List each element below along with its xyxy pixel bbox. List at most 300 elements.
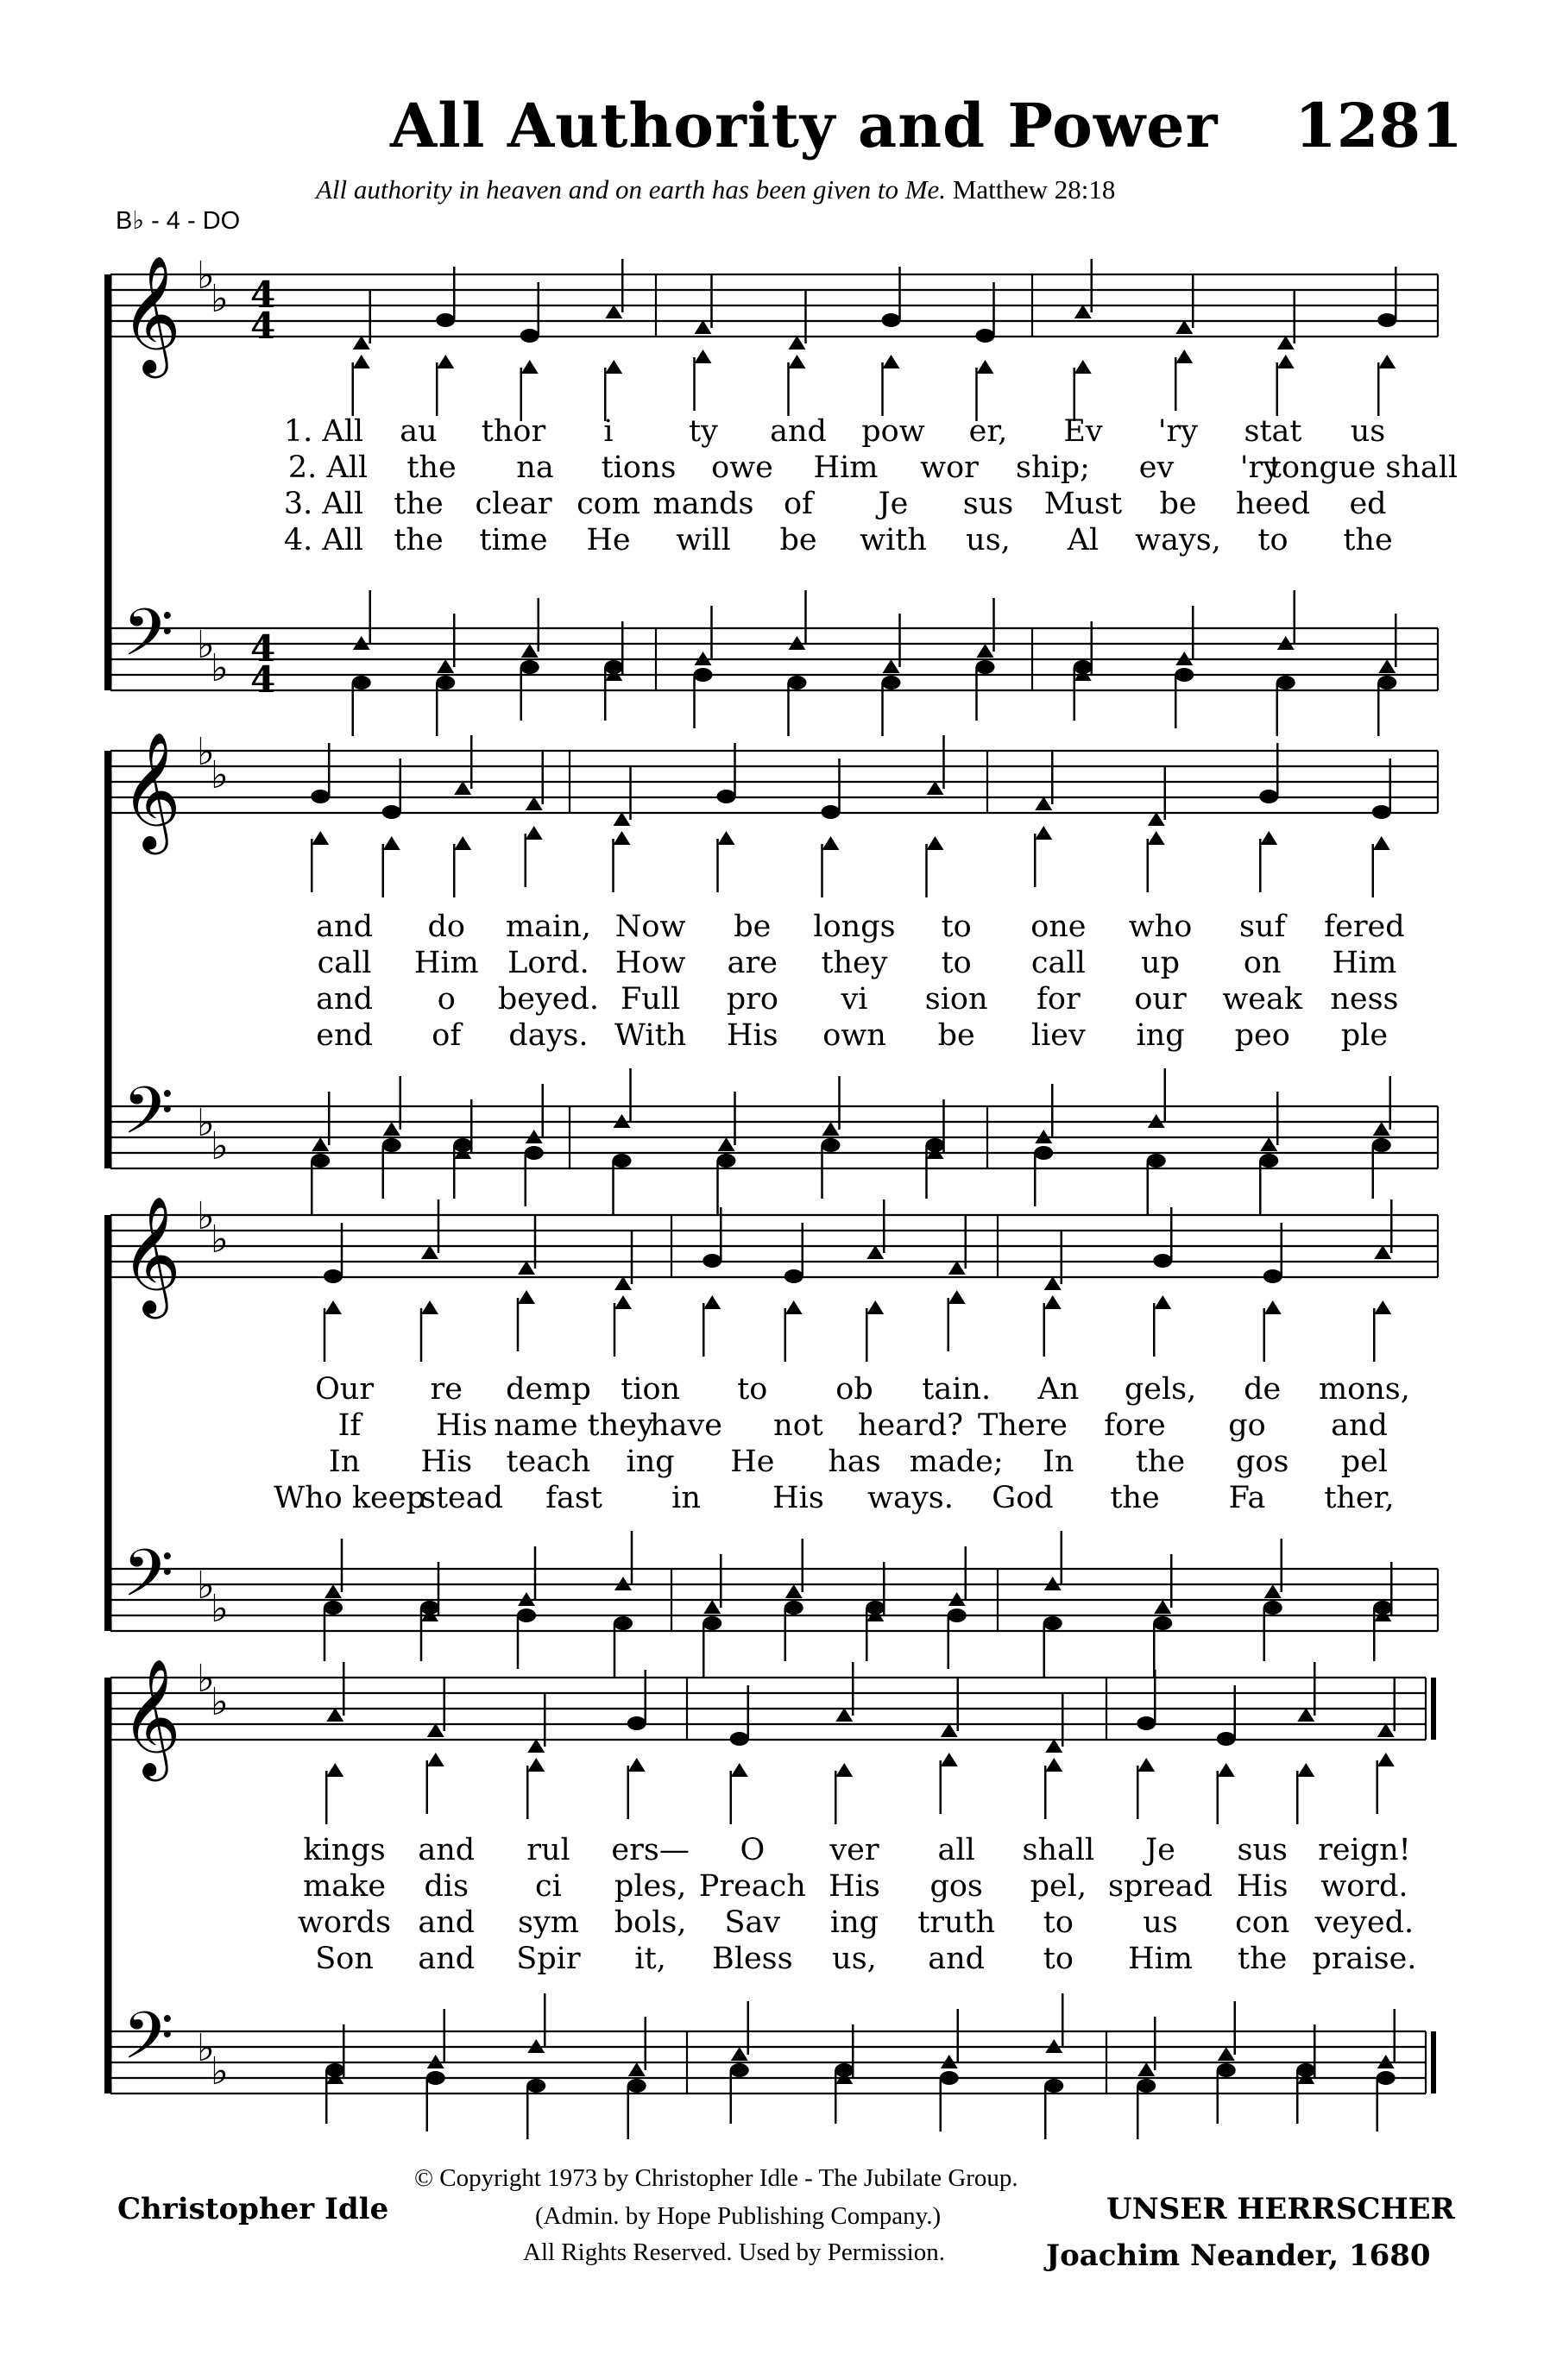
note-head	[1154, 1295, 1171, 1309]
system-brace	[104, 1678, 110, 2094]
note-head	[383, 836, 400, 850]
note-head	[940, 2071, 959, 2085]
lyric-syllable: In	[328, 1445, 361, 1479]
lyric-syllable: veyed.	[1314, 1905, 1415, 1940]
note-head	[717, 1154, 736, 1168]
note-head	[927, 781, 944, 795]
lyric-syllable: gels,	[1124, 1372, 1197, 1407]
note-head	[427, 1753, 444, 1766]
note-head	[1044, 2079, 1063, 2093]
lyric-syllable: ship;	[1016, 450, 1090, 485]
treble-clef-icon: 𝄞	[121, 730, 181, 849]
lyric-syllable: are	[727, 946, 778, 980]
lyric-syllable: ing	[1136, 1018, 1185, 1053]
note-head	[311, 1154, 330, 1168]
note-head	[1373, 1122, 1390, 1136]
lyric-syllable: to	[941, 910, 972, 944]
note-head	[1297, 1708, 1314, 1722]
lyric-syllable: Ev	[1063, 414, 1103, 449]
lyric-syllable: sion	[924, 982, 988, 1017]
lyric-syllable: mands	[652, 487, 754, 521]
bass-clef-icon: 𝄢	[123, 595, 174, 687]
lyric-syllable: 1. All	[283, 414, 364, 449]
flat-icon: ♭	[197, 1194, 215, 1238]
lyric-syllable: be	[1159, 487, 1197, 521]
note-head	[1218, 1763, 1235, 1777]
note-head	[717, 790, 736, 803]
bass-clef-icon: 𝄢	[123, 1998, 174, 2090]
note-head	[605, 360, 622, 374]
flat-icon: ♭	[197, 1657, 215, 1701]
note-head	[1260, 1137, 1277, 1151]
lyric-syllable: call	[1030, 946, 1086, 980]
lyric-syllable: to	[737, 1372, 768, 1407]
lyric-syllable: o	[437, 982, 456, 1017]
lyric-syllable: the	[1135, 1445, 1186, 1479]
note-head	[1035, 826, 1052, 840]
note-head	[1217, 1732, 1236, 1746]
lyric-syllable: on	[1243, 946, 1282, 980]
note-head	[1137, 1716, 1156, 1730]
note-head	[731, 2047, 748, 2061]
note-head	[1372, 1138, 1391, 1152]
copyright-line-3: All Rights Reserved. Used by Permission.	[523, 2238, 945, 2266]
lyric-syllable: Sav	[724, 1905, 781, 1940]
system-brace	[104, 274, 110, 690]
note-head	[1296, 2063, 1315, 2077]
note-head	[882, 313, 901, 327]
note-head	[1264, 1584, 1282, 1598]
lyric-syllable: His	[829, 1869, 880, 1904]
lyric-syllable: word.	[1320, 1869, 1408, 1904]
lyric-syllable: ty	[689, 414, 718, 449]
lyric-syllable: He	[730, 1445, 775, 1479]
lyric-syllable: of	[432, 1018, 462, 1053]
lyric-syllable: for	[1036, 982, 1081, 1017]
note-head	[628, 1758, 646, 1772]
note-head	[454, 781, 471, 795]
note-head	[1276, 676, 1295, 689]
lyric-syllable: de	[1244, 1372, 1282, 1407]
note-head	[614, 1616, 633, 1630]
lyric-syllable: words	[298, 1905, 392, 1940]
note-head	[1259, 790, 1278, 803]
note-head	[1377, 1753, 1395, 1766]
note-head	[1377, 676, 1396, 689]
note-head	[730, 2063, 749, 2077]
note-head	[1373, 1601, 1392, 1615]
lyric-syllable: Now	[614, 910, 686, 944]
time-signature: 4	[250, 274, 276, 316]
flat-icon: ♭	[197, 1564, 215, 1608]
note-head	[1153, 1616, 1172, 1630]
note-head	[822, 805, 841, 819]
lyric-syllable: and	[316, 982, 373, 1017]
lyric-syllable: have	[650, 1408, 722, 1443]
note-head	[1175, 320, 1193, 334]
hymn-number: 1281	[1295, 90, 1463, 161]
lyric-syllable: has	[828, 1445, 881, 1479]
lyric-syllable: bols,	[614, 1905, 687, 1940]
note-head	[420, 1601, 439, 1615]
treble-clef-icon: 𝄞	[121, 254, 181, 373]
lyric-syllable: be	[779, 523, 817, 557]
note-head	[835, 1763, 853, 1777]
lyric-syllable: Our	[315, 1372, 375, 1407]
lyric-syllable: us,	[832, 1942, 877, 1976]
note-head	[1043, 1616, 1062, 1630]
lyric-syllable: it,	[634, 1942, 666, 1976]
note-head	[941, 1753, 958, 1766]
note-head	[1034, 1146, 1053, 1160]
lyric-syllable: Preach	[698, 1869, 806, 1904]
note-head	[941, 1723, 958, 1737]
note-head	[325, 2063, 344, 2077]
flat-icon: ♭	[211, 753, 229, 797]
lyric-syllable: made;	[909, 1445, 1004, 1479]
lyric-syllable: make	[303, 1869, 387, 1904]
bass-clef-icon: 𝄢	[123, 1535, 174, 1628]
time-signature: 4	[250, 305, 276, 347]
lyric-syllable: teach	[506, 1445, 591, 1479]
lyric-syllable: Lord.	[507, 946, 589, 980]
lyric-syllable: pow	[861, 414, 925, 449]
lyric-syllable: kings	[303, 1833, 386, 1867]
lyric-syllable: to	[1043, 1905, 1074, 1940]
note-head	[695, 320, 712, 334]
lyric-syllable: peo	[1234, 1018, 1290, 1053]
lyric-syllable: tion	[621, 1372, 681, 1407]
note-head	[421, 1245, 438, 1259]
lyric-syllable: How	[614, 946, 686, 980]
note-head	[1147, 1154, 1166, 1168]
lyric-syllable: ness	[1330, 982, 1399, 1017]
note-head	[526, 2079, 545, 2093]
lyric-syllable: ing	[829, 1905, 879, 1940]
lyric-syllable: His	[420, 1445, 473, 1479]
note-head	[324, 1601, 343, 1615]
lyric-syllable: heed	[1235, 487, 1311, 521]
lyric-syllable: owe	[711, 450, 773, 485]
lyric-syllable: Fa	[1228, 1481, 1266, 1515]
note-head	[926, 1138, 945, 1152]
note-head	[1297, 1763, 1314, 1777]
note-head	[436, 676, 455, 689]
lyric-syllable: tain.	[922, 1372, 992, 1407]
lyric-syllable: There	[977, 1408, 1068, 1443]
note-head	[1137, 1758, 1155, 1772]
lyric-syllable: stead	[419, 1481, 504, 1515]
lyric-syllable: and	[928, 1942, 986, 1976]
lyric-syllable: au	[400, 414, 438, 449]
lyric-syllable: dis	[424, 1869, 469, 1904]
lyric-syllable: of	[783, 487, 814, 521]
lyric-syllable: ob	[835, 1372, 873, 1407]
note-head	[788, 676, 807, 689]
lyric-syllable: to	[1043, 1942, 1074, 1976]
lyric-syllable: tongue shall	[1269, 450, 1459, 485]
note-head	[1035, 796, 1052, 810]
lyric-syllable: suf	[1238, 910, 1286, 944]
note-head	[427, 1723, 444, 1737]
note-head	[324, 1300, 342, 1314]
lyric-syllable: sus	[962, 487, 1014, 521]
lyric-syllable: Him	[413, 946, 479, 980]
lyric-syllable: longs	[813, 910, 896, 944]
lyric-syllable: ci	[535, 1869, 562, 1904]
note-head	[1264, 1300, 1282, 1314]
note-head	[604, 660, 623, 674]
lyric-syllable: Him	[1128, 1942, 1193, 1976]
lyric-syllable: who	[1128, 910, 1193, 944]
lyric-syllable: Son	[315, 1942, 374, 1976]
system-brace	[104, 1215, 110, 1631]
lyric-syllable: to	[941, 946, 972, 980]
copyright-line-1: © Copyright 1973 by Christopher Idle - The Jubilate Group.	[414, 2164, 1018, 2192]
lyric-syllable: praise.	[1312, 1942, 1417, 1976]
tune-name: UNSER HERRSCHER	[1106, 2192, 1455, 2226]
note-head	[454, 836, 471, 850]
note-head	[1045, 1739, 1062, 1753]
lyric-syllable: clear	[475, 487, 552, 521]
note-head	[822, 1122, 840, 1136]
lyric-syllable: tions	[601, 450, 677, 485]
note-head	[703, 1616, 721, 1630]
note-head	[326, 1763, 343, 1777]
lyric-syllable: go	[1228, 1408, 1266, 1443]
lyric-syllable: and	[418, 1905, 476, 1940]
note-head	[518, 1290, 535, 1304]
flat-icon: ♭	[211, 1587, 229, 1631]
lyric-syllable: 3. All	[283, 487, 364, 521]
lyric-syllable: will	[676, 523, 731, 557]
lyric-syllable: be	[734, 910, 772, 944]
time-signature: 4	[250, 627, 276, 670]
note-head	[1378, 659, 1396, 673]
note-head	[627, 1716, 646, 1730]
note-head	[437, 659, 454, 673]
lyric-syllable: sus	[1237, 1833, 1288, 1867]
note-head	[977, 644, 994, 658]
lyric-syllable: Full	[621, 982, 681, 1017]
note-head	[527, 1758, 545, 1772]
lyric-syllable: the	[1238, 1942, 1288, 1976]
note-head	[976, 329, 995, 343]
lyric-syllable: con	[1235, 1905, 1290, 1940]
lyric-syllable: His	[436, 1408, 488, 1443]
note-head	[614, 1276, 632, 1290]
note-head	[976, 660, 995, 674]
time-signature: 4	[250, 658, 276, 701]
lyric-syllable: reign!	[1318, 1833, 1411, 1867]
lyric-syllable: gos	[929, 1869, 983, 1904]
lyric-syllable: Spir	[516, 1942, 581, 1976]
note-head	[1148, 812, 1165, 826]
note-head	[789, 336, 806, 349]
lyric-syllable: Who keep	[274, 1481, 425, 1515]
final-barline	[1431, 1678, 1436, 1740]
note-head	[437, 355, 454, 368]
lyric-syllable: and	[1331, 1408, 1388, 1443]
note-head	[520, 329, 539, 343]
lyric-syllable: With	[614, 1018, 687, 1053]
note-head	[527, 1739, 545, 1753]
lyric-syllable: ers—	[611, 1833, 690, 1867]
flat-icon: ♭	[211, 1218, 229, 1262]
note-head	[311, 790, 330, 803]
lyric-syllable: na	[516, 450, 554, 485]
note-head	[948, 1290, 966, 1304]
note-head	[1374, 1245, 1391, 1259]
note-head	[1137, 2062, 1155, 2076]
lyric-syllable: heard?	[857, 1408, 964, 1443]
lyric-syllable: the	[394, 523, 444, 557]
lyric-syllable: ways.	[867, 1481, 954, 1515]
scripture-reference: Matthew 28:18	[952, 174, 1116, 205]
note-head	[324, 1584, 342, 1598]
note-head	[822, 836, 840, 850]
lyric-syllable: us,	[966, 523, 1011, 557]
flat-icon: ♭	[211, 1680, 229, 1724]
flat-icon: ♭	[197, 254, 215, 298]
lyric-syllable: ed	[1349, 487, 1387, 521]
lyric-syllable: do	[427, 910, 466, 944]
note-head	[822, 1138, 841, 1152]
lyric-syllable: Je	[1145, 1833, 1175, 1867]
note-head	[1154, 1600, 1171, 1614]
lyric-syllable: 'ry	[1239, 450, 1281, 485]
lyric-syllable: God	[992, 1481, 1054, 1515]
note-head	[627, 2079, 646, 2093]
note-head	[520, 660, 539, 674]
note-head	[518, 1261, 535, 1275]
lyric-syllable: ple	[1340, 1018, 1389, 1053]
lyric-syllable: name they	[494, 1408, 654, 1443]
lyric-syllable: in	[671, 1481, 701, 1515]
lyric-syllable: vi	[841, 982, 868, 1017]
lyric-syllable: mons,	[1318, 1372, 1410, 1407]
flat-icon: ♭	[211, 2049, 229, 2094]
note-head	[835, 1708, 853, 1722]
lyric-syllable: us	[1143, 1905, 1178, 1940]
lyric-syllable: 'ry	[1157, 414, 1199, 449]
note-head	[1277, 336, 1295, 349]
lyric-syllable: days.	[508, 1018, 589, 1053]
note-head	[453, 1138, 472, 1152]
note-head	[614, 812, 631, 826]
lyric-syllable: Al	[1067, 523, 1099, 557]
note-head	[1259, 1154, 1278, 1168]
lyric-syllable: shall	[1022, 1833, 1095, 1867]
note-head	[789, 355, 806, 368]
lyric-syllable: wor	[920, 450, 979, 485]
flat-icon: ♭	[197, 623, 215, 667]
note-head	[882, 676, 901, 689]
note-head	[383, 1122, 400, 1136]
note-head	[1044, 1276, 1062, 1290]
lyric-syllable: rul	[526, 1833, 570, 1867]
lyric-syllable: the	[394, 487, 444, 521]
note-head	[1377, 1723, 1395, 1737]
flat-icon: ♭	[197, 2026, 215, 2070]
note-head	[1153, 1254, 1172, 1268]
note-head	[1263, 1601, 1282, 1615]
final-barline	[1431, 2031, 1436, 2094]
note-head	[718, 1137, 735, 1151]
note-head	[1378, 355, 1396, 368]
lyric-syllable: He	[586, 523, 631, 557]
lyric-syllable: spread	[1107, 1869, 1213, 1904]
lyric-syllable: gos	[1235, 1445, 1289, 1479]
note-head	[1277, 355, 1295, 368]
note-head	[628, 2062, 646, 2076]
lyric-syllable: and	[770, 414, 827, 449]
lyric-syllable: and	[316, 910, 373, 944]
lyric-syllable: they	[821, 946, 888, 980]
note-head	[948, 1609, 967, 1622]
lyric-syllable: all	[937, 1833, 975, 1867]
lyric-syllable: one	[1030, 910, 1087, 944]
note-head	[977, 360, 994, 374]
note-head	[694, 668, 713, 682]
flat-icon: ♭	[211, 1124, 229, 1168]
note-head	[1175, 349, 1193, 363]
note-head	[730, 1732, 749, 1746]
note-head	[353, 336, 370, 349]
note-head	[784, 1601, 803, 1615]
flat-icon: ♭	[197, 1101, 215, 1145]
note-head	[1074, 660, 1093, 674]
lyric-syllable: 4. All	[283, 523, 364, 557]
lyric-syllable: ways,	[1135, 523, 1221, 557]
lyric-syllable: end	[316, 1018, 373, 1053]
treble-clef-icon: 𝄞	[121, 1657, 181, 1776]
system-brace	[104, 751, 110, 1168]
note-head	[1377, 2071, 1396, 2085]
lyric-syllable: fast	[545, 1481, 602, 1515]
note-head	[883, 659, 900, 673]
lyric-syllable: ples,	[614, 1869, 687, 1904]
lyric-syllable: beyed.	[497, 982, 600, 1017]
note-head	[1218, 2047, 1235, 2061]
note-head	[927, 836, 944, 850]
note-head	[382, 1138, 401, 1152]
bass-clef-icon: 𝄢	[123, 1073, 174, 1165]
note-head	[352, 676, 371, 689]
lyric-syllable: thor	[481, 414, 546, 449]
lyric-syllable: up	[1141, 946, 1181, 980]
lyric-syllable: the	[1343, 523, 1393, 557]
note-head	[421, 1300, 438, 1314]
lyric-syllable: 2. All	[287, 450, 369, 485]
lyric-syllable: His	[772, 1481, 824, 1515]
lyric-syllable: i	[603, 414, 614, 449]
lyric-syllable: demp	[506, 1372, 591, 1407]
lyric-syllable: If	[337, 1408, 362, 1443]
note-head	[1373, 836, 1390, 850]
lyric-syllable: be	[937, 1018, 975, 1053]
flat-icon: ♭	[211, 646, 229, 690]
lyric-syllable: Je	[878, 487, 909, 521]
lyric-syllable: fered	[1324, 910, 1405, 944]
copyright-line-2: (Admin. by Hope Publishing Company.)	[535, 2202, 942, 2230]
lyric-syllable: and	[418, 1942, 476, 1976]
lyric-syllable: sym	[517, 1905, 579, 1940]
note-head	[1217, 2063, 1236, 2077]
note-head	[731, 1763, 748, 1777]
lyric-syllable: Bless	[712, 1942, 793, 1976]
note-head	[1175, 668, 1194, 682]
